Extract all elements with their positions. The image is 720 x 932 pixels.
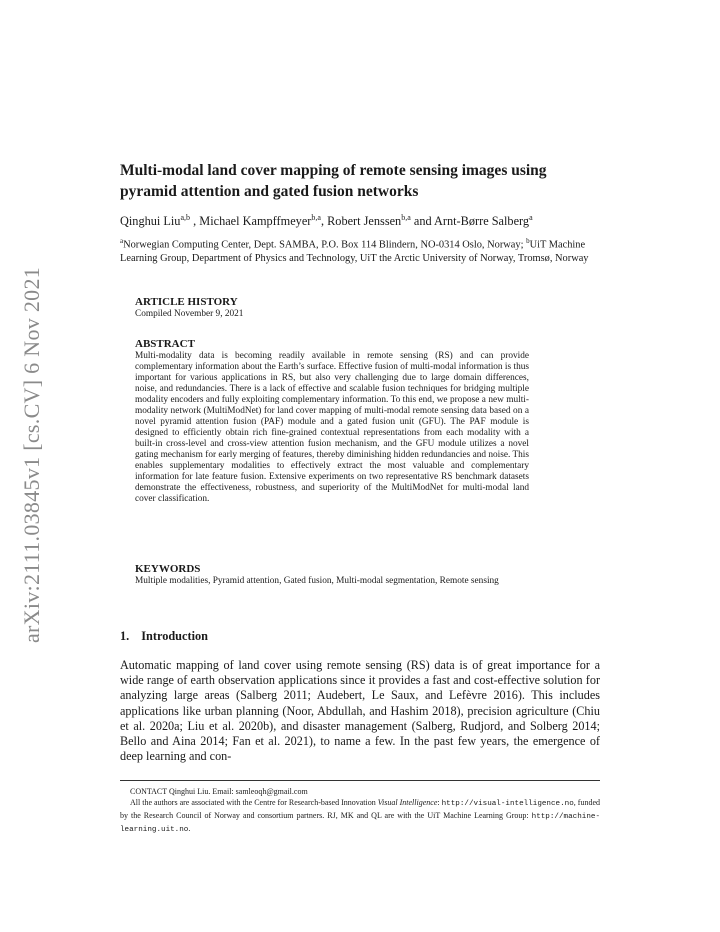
footnotes xyxy=(120,786,600,836)
abstract-text: Multi-modality data is becoming readily available in remote sensing (RS) and can provide complementary information about the Earth’s surface. Effective fusion of multi-modal information is thus important for various applications in RS, but also very challenging due to large domain differences, noise, and redundancies. There is a lack of effective and scalable fusion techniques for bridging multiple modality encoders and fully exploiting complementary information. To this end, we propose a new multi-modality network (MultiModNet) for land cover mapping of multi-modal remote sensing data based on a novel pyramid attention fusion (PAF) module and a gated fusion unit (GFU). The PAF module is designed to efficiently obtain rich fine-grained contextual representations from each modality with a built-in cross-level and cross-view attention fusion mechanism, and the GFU module utilizes a novel gating mechanism for early merging of features, thereby diminishing hidden redundancies and noise. This enables supplementary modalities to effectively extract the most valuable and complementary information for late feature fusion. Extensive experiments on two representative RS benchmark datasets demonstrate the effectiveness, robustness, and superiority of the MultiModNet for multi-modal land cover classification. xyxy=(135,351,529,504)
arxiv-identifier-stamp xyxy=(12,250,52,660)
keywords-heading: KEYWORDS xyxy=(135,563,201,575)
author: Qinghui Liu$^{a,b}$ xyxy=(120,213,191,229)
introduction-heading xyxy=(120,629,208,644)
arxiv-identifier-text: arXiv:2111.03845v1 [cs.CV] 6 Nov 2021 xyxy=(19,266,45,644)
section-number: 1. xyxy=(120,629,130,643)
keywords-section xyxy=(135,563,535,587)
keywords-text: Multiple modalities, Pyramid attention, Gated fusion, Multi-modal segmentation, Remote sensing xyxy=(135,576,499,586)
author: Robert Jenssen$^{b,a}$ xyxy=(327,213,411,229)
abstract-section xyxy=(135,338,529,505)
introduction-paragraph: Automatic mapping of land cover using remote sensing (RS) data is of great importance for a wide range of earth observation applications since it provides a fast and cost-effective solution for analyzing large areas (Salberg 2011; Audebert, Le Saux, and Lefèvre 2016). This includes applications like urban planning (Noor, Abdullah, and Hashim 2018), precision agriculture (Chiu et al. 2020a; Liu et al. 2020b), and disaster management (Salberg, Rudjord, and Solberg 2014; Bello and Aina 2014; Fan et al. 2021), to name a few. In the past few years, the emergence of deep learning and con- xyxy=(120,658,600,764)
contact-footnote: CONTACT Qinghui Liu. Email: samleoqh@gmail.com xyxy=(130,787,308,796)
section-title: Introduction xyxy=(141,629,208,643)
author-list: Qinghui Liu$^{a,b}$ , Michael Kampffmeyer$^{b,a}$, Robert Jenssen$^{b,a}$ and Arnt-Børre Salberg$^a$ xyxy=(120,213,533,229)
author: Arnt-Børre Salberg$^a$ xyxy=(434,213,533,229)
affiliation-footnote: All the authors are associated with the Centre for Research-based Innovation Visual Intelligence: http://visual-intelligence.no, funded by the Research Council of Norway and consortium partners. RJ, MK and QL are with the UiT Machine Learning Group: http://machine-learning.uit.no. xyxy=(120,798,601,834)
abstract-heading: ABSTRACT xyxy=(135,338,195,350)
paper-title: Multi-modal land cover mapping of remote sensing images using pyramid attention and gated fusion networks xyxy=(120,162,547,200)
author: Michael Kampffmeyer$^{b,a}$ xyxy=(199,213,321,229)
compiled-date: Compiled November 9, 2021 xyxy=(135,309,244,319)
machine-learning-link[interactable]: http://machine-learning.uit.no xyxy=(120,813,600,834)
footnote-divider xyxy=(120,780,600,781)
article-history xyxy=(135,296,535,320)
affiliations: $^a$Norwegian Computing Center, Dept. SAMBA, P.O. Box 114 Blindern, NO-0314 Oslo, Norway; $^b$UiT Machine Learning Group, Department of Physics and Technology, UiT the Arctic University of Norway, Tromsø, Norway xyxy=(120,237,589,265)
visual-intelligence-link[interactable]: http://visual-intelligence.no xyxy=(441,800,574,808)
article-history-heading: ARTICLE HISTORY xyxy=(135,296,238,308)
